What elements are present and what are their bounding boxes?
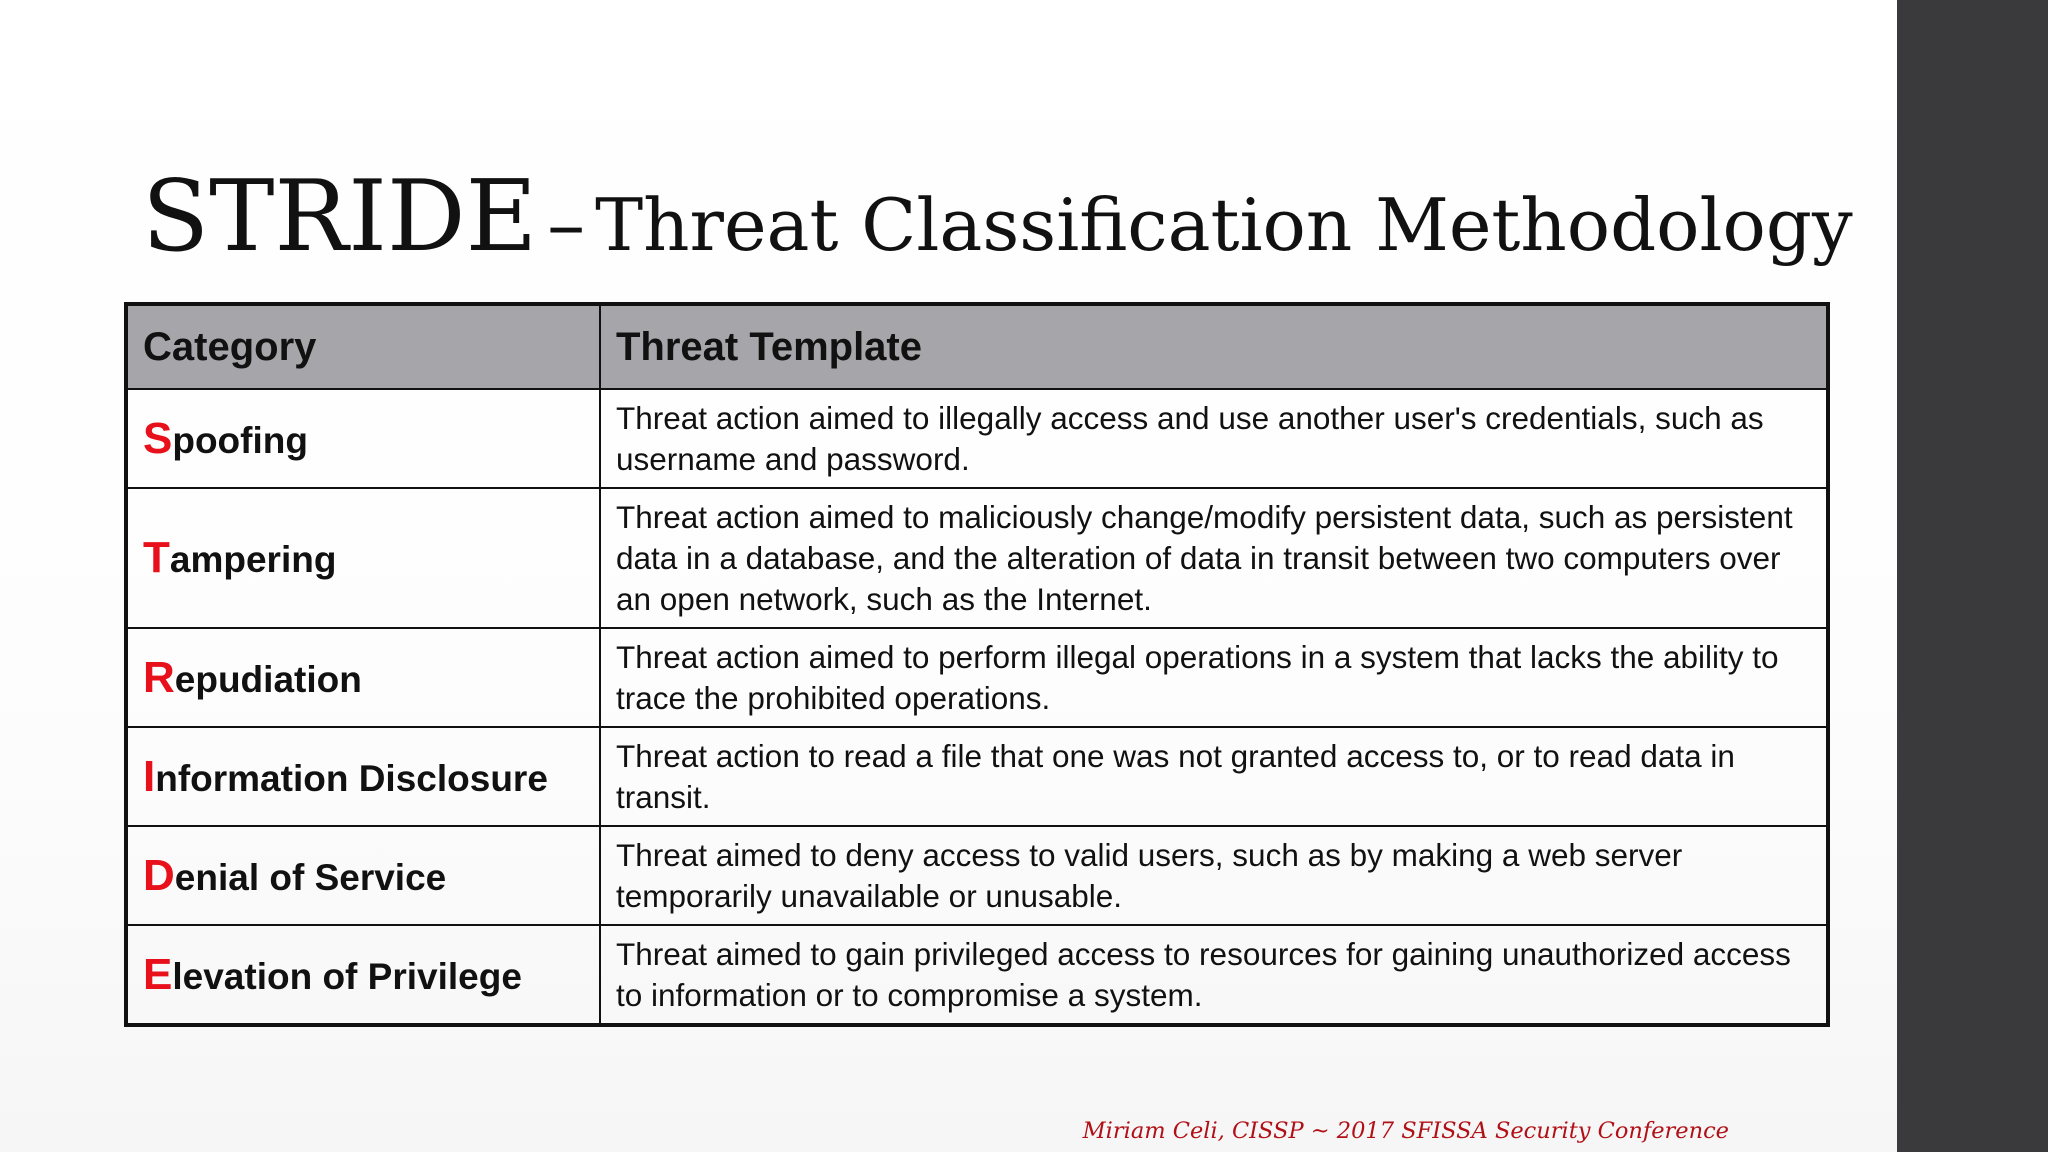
threat-description: Threat action aimed to perform illegal operations in a system that lacks the ability to trace the prohibited operations. bbox=[600, 628, 1828, 727]
threat-description: Threat action to read a file that one was not granted access to, or to read data in transit. bbox=[600, 727, 1828, 826]
category-cell bbox=[126, 826, 600, 925]
title-dash: – bbox=[547, 179, 586, 268]
table-row-denial-of-service bbox=[126, 826, 1828, 925]
category-cell bbox=[126, 925, 600, 1025]
category-initial: D bbox=[143, 850, 175, 900]
table-row-information-disclosure bbox=[126, 727, 1828, 826]
table-row-elevation-of-privilege bbox=[126, 925, 1828, 1025]
header-category: Category bbox=[126, 304, 600, 389]
category-name: ampering bbox=[169, 539, 337, 580]
threat-description: Threat action aimed to maliciously change/modify persistent data, such as persistent data in a database, and the alteration of data in transit between two computers over an open network, such as the Internet. bbox=[600, 488, 1828, 628]
category-initial: I bbox=[143, 751, 156, 801]
table-row-repudiation bbox=[126, 628, 1828, 727]
category-initial: S bbox=[143, 413, 173, 463]
category-name: nformation Disclosure bbox=[155, 757, 548, 799]
category-cell bbox=[126, 389, 600, 488]
category-cell bbox=[126, 488, 600, 628]
category-cell bbox=[126, 628, 600, 727]
stride-table bbox=[124, 302, 1830, 1027]
category-name: poofing bbox=[172, 419, 308, 461]
category-name: enial of Service bbox=[174, 856, 447, 898]
table-row-tampering bbox=[126, 488, 1828, 628]
title-main: STRIDE bbox=[142, 160, 538, 274]
threat-description: Threat aimed to deny access to valid users, such as by making a web server temporarily unavailable or unusable. bbox=[600, 826, 1828, 925]
category-initial: R bbox=[143, 652, 175, 702]
category-cell bbox=[126, 727, 600, 826]
title-subtitle: Threat Classification Methodology bbox=[595, 183, 1853, 267]
side-bar bbox=[1897, 0, 2048, 1152]
header-threat-template: Threat Template bbox=[600, 304, 1828, 389]
threat-description: Threat action aimed to illegally access and use another user's credentials, such as username and password. bbox=[600, 389, 1828, 488]
category-initial: E bbox=[143, 949, 173, 999]
slide-title bbox=[142, 160, 1853, 274]
category-name: levation of Privilege bbox=[172, 955, 522, 997]
table-row-spoofing bbox=[126, 389, 1828, 488]
footer-credit: Miriam Celi, CISSP ~ 2017 SFISSA Security Conference bbox=[1082, 1118, 1729, 1144]
threat-description: Threat aimed to gain privileged access to resources for gaining unauthorized access to information or to compromise a system. bbox=[600, 925, 1828, 1025]
category-name: epudiation bbox=[174, 658, 362, 700]
table-header-row bbox=[126, 304, 1828, 389]
category-initial: T bbox=[143, 533, 170, 582]
